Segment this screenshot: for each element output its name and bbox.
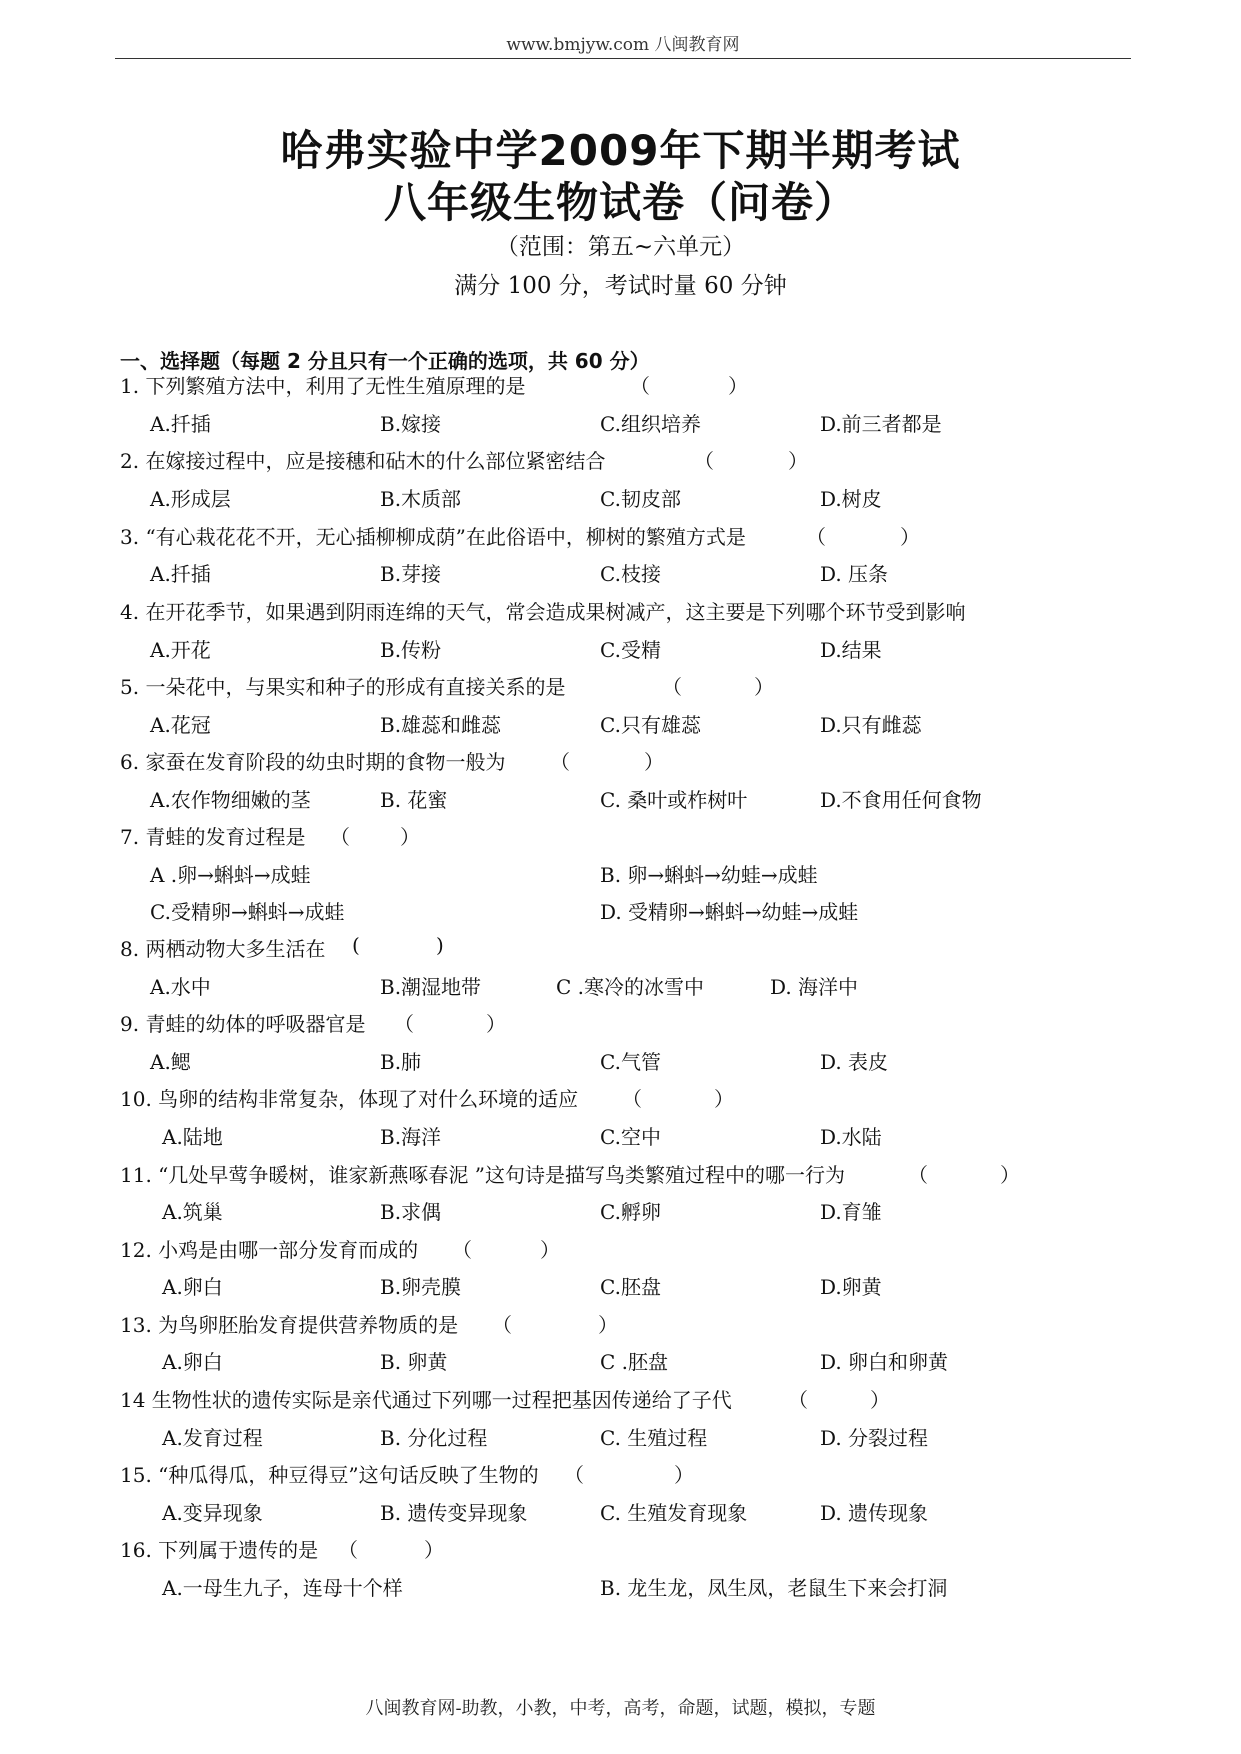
answer-paren-open: （ [338, 1538, 358, 1562]
answer-option: C.受精 [600, 638, 661, 662]
answer-paren-close: ) [436, 933, 444, 957]
answer-paren-open: （ [550, 750, 570, 774]
answer-option: A .卵→蝌蚪→成蛙 [150, 863, 311, 887]
exam-meta: 满分 100 分，考试时量 60 分钟 [454, 273, 787, 299]
answer-option: A.卵白 [162, 1350, 223, 1374]
answer-paren-open: （ [394, 1012, 414, 1036]
answer-paren-close: ） [754, 675, 774, 699]
answer-option: B.雄蕊和雌蕊 [380, 713, 502, 737]
answer-option: B.嫁接 [380, 412, 442, 436]
answer-paren-open: （ [492, 1313, 512, 1337]
answer-option: D.育雏 [820, 1200, 882, 1224]
answer-paren-open: （ [330, 825, 350, 849]
answer-option: D.结果 [820, 638, 882, 662]
answer-paren-open: （ [788, 1388, 808, 1412]
answer-option: A.形成层 [150, 487, 231, 511]
answer-paren-close: ） [674, 1463, 694, 1487]
question-stem: 1. 下列繁殖方法中，利用了无性生殖原理的是 [120, 374, 526, 398]
answer-option: D. 卵白和卵黄 [820, 1350, 949, 1374]
question-stem: 5. 一朵花中，与果实和种子的形成有直接关系的是 [120, 675, 566, 699]
answer-option: A.陆地 [162, 1125, 223, 1149]
answer-option: A.扦插 [150, 412, 211, 436]
answer-option: A.发育过程 [162, 1426, 263, 1450]
answer-option: C .胚盘 [600, 1350, 669, 1374]
page-header: www.bmjyw.com 八闽教育网 [506, 35, 740, 55]
answer-option: A.花冠 [150, 713, 211, 737]
answer-option: C. 生殖过程 [600, 1426, 708, 1450]
answer-option: C.孵卵 [600, 1200, 661, 1224]
answer-option: B.求偶 [380, 1200, 442, 1224]
answer-option: A.筑巢 [162, 1200, 223, 1224]
answer-option: B. 龙生龙，凤生凤，老鼠生下来会打洞 [600, 1576, 948, 1600]
answer-paren-close: ） [728, 374, 748, 398]
answer-option: B. 遗传变异现象 [380, 1501, 528, 1525]
answer-option: D. 海洋中 [770, 975, 859, 999]
answer-option: B.卵壳膜 [380, 1275, 462, 1299]
answer-option: B.木质部 [380, 487, 462, 511]
answer-option: A.一母生九子，连母十个样 [162, 1576, 403, 1600]
answer-paren-close: ） [424, 1538, 444, 1562]
answer-option: C.枝接 [600, 562, 661, 586]
answer-option: A.水中 [150, 975, 211, 999]
question-stem: 15. “种瓜得瓜，种豆得豆”这句话反映了生物的 [120, 1463, 539, 1487]
question-stem: 6. 家蚕在发育阶段的幼虫时期的食物一般为 [120, 750, 506, 774]
answer-option: B. 分化过程 [380, 1426, 488, 1450]
question-stem: 16. 下列属于遗传的是 [120, 1538, 319, 1562]
answer-option: D.前三者都是 [820, 412, 942, 436]
answer-option: D. 分裂过程 [820, 1426, 929, 1450]
answer-option: D. 遗传现象 [820, 1501, 929, 1525]
answer-option: B.潮湿地带 [380, 975, 482, 999]
answer-paren-close: ） [714, 1087, 734, 1111]
answer-option: C.受精卵→蝌蚪→成蛙 [150, 900, 345, 924]
answer-option: A.变异现象 [162, 1501, 263, 1525]
answer-option: C.只有雄蕊 [600, 713, 701, 737]
question-stem: 14 生物性状的遗传实际是亲代通过下列哪一过程把基因传递给了子代 [120, 1388, 732, 1412]
answer-option: D.不食用任何食物 [820, 788, 982, 812]
answer-paren-open: （ [630, 374, 650, 398]
answer-option: C.空中 [600, 1125, 661, 1149]
answer-option: C.组织培养 [600, 412, 701, 436]
answer-paren-open: （ [622, 1087, 642, 1111]
answer-paren-close: ） [540, 1238, 560, 1262]
answer-paren-open: （ [662, 675, 682, 699]
answer-option: B.传粉 [380, 638, 442, 662]
question-stem: 7. 青蛙的发育过程是 [120, 825, 306, 849]
answer-paren-close: ） [788, 449, 808, 473]
answer-option: A.扦插 [150, 562, 211, 586]
question-stem: 2. 在嫁接过程中，应是接穗和砧木的什么部位紧密结合 [120, 449, 606, 473]
answer-option: B. 卵黄 [380, 1350, 448, 1374]
question-stem: 10. 鸟卵的结构非常复杂，体现了对什么环境的适应 [120, 1087, 579, 1111]
exam-title-line2: 八年级生物试卷（问卷） [383, 178, 857, 227]
answer-option: D.只有雌蕊 [820, 713, 922, 737]
answer-option: B. 花蜜 [380, 788, 448, 812]
answer-option: D. 受精卵→蝌蚪→幼蛙→成蛙 [600, 900, 859, 924]
answer-option: C. 桑叶或柞树叶 [600, 788, 748, 812]
answer-option: A.农作物细嫩的茎 [150, 788, 311, 812]
answer-option: B.肺 [380, 1050, 422, 1074]
exam-scope: （范围：第五~六单元） [495, 234, 746, 260]
answer-option: D. 表皮 [820, 1050, 889, 1074]
section-heading: 一、选择题（每题 2 分且只有一个正确的选项，共 60 分） [120, 349, 650, 373]
answer-option: D.水陆 [820, 1125, 882, 1149]
question-stem: 13. 为鸟卵胚胎发育提供营养物质的是 [120, 1313, 459, 1337]
answer-option: C.气管 [600, 1050, 661, 1074]
answer-option: A.卵白 [162, 1275, 223, 1299]
answer-paren-close: ） [1000, 1163, 1020, 1187]
header-divider [115, 58, 1131, 59]
question-stem: 4. 在开花季节，如果遇到阴雨连绵的天气，常会造成果树减产，这主要是下列哪个环节受到影响 [120, 600, 966, 624]
answer-paren-open: （ [908, 1163, 928, 1187]
answer-paren-close: ） [870, 1388, 890, 1412]
answer-option: A.开花 [150, 638, 211, 662]
answer-paren-open: （ [694, 449, 714, 473]
question-stem: 3. “有心栽花花不开，无心插柳柳成荫”在此俗语中，柳树的繁殖方式是 [120, 525, 746, 549]
question-stem: 9. 青蛙的幼体的呼吸器官是 [120, 1012, 366, 1036]
page-footer: 八闽教育网-助教，小教，中考，高考，命题，试题，模拟，专题 [365, 1698, 876, 1719]
answer-paren-open: （ [452, 1238, 472, 1262]
answer-option: C.胚盘 [600, 1275, 661, 1299]
answer-paren-open: （ [806, 525, 826, 549]
exam-title-line1: 哈弗实验中学2009年下期半期考试 [280, 126, 961, 175]
question-stem: 12. 小鸡是由哪一部分发育而成的 [120, 1238, 419, 1262]
question-stem: 8. 两栖动物大多生活在 [120, 937, 326, 961]
question-stem: 11. “几处早莺争暖树，谁家新燕啄春泥 ”这句诗是描写鸟类繁殖过程中的哪一行为 [120, 1163, 845, 1187]
answer-paren-open: （ [564, 1463, 584, 1487]
answer-option: A.鳃 [150, 1050, 191, 1074]
answer-paren-close: ） [486, 1012, 506, 1036]
answer-option: D.卵黄 [820, 1275, 882, 1299]
answer-paren-close: ） [644, 750, 664, 774]
answer-paren-open: ( [352, 933, 360, 957]
answer-option: D.树皮 [820, 487, 882, 511]
answer-paren-close: ） [400, 825, 420, 849]
answer-option: C. 生殖发育现象 [600, 1501, 748, 1525]
answer-paren-close: ） [598, 1313, 618, 1337]
answer-option: B.芽接 [380, 562, 442, 586]
answer-option: B.海洋 [380, 1125, 442, 1149]
answer-option: D. 压条 [820, 562, 889, 586]
answer-option: C.韧皮部 [600, 487, 681, 511]
answer-option: B. 卵→蝌蚪→幼蛙→成蛙 [600, 863, 818, 887]
answer-paren-close: ） [900, 525, 920, 549]
answer-option: C .寒冷的冰雪中 [556, 975, 705, 999]
